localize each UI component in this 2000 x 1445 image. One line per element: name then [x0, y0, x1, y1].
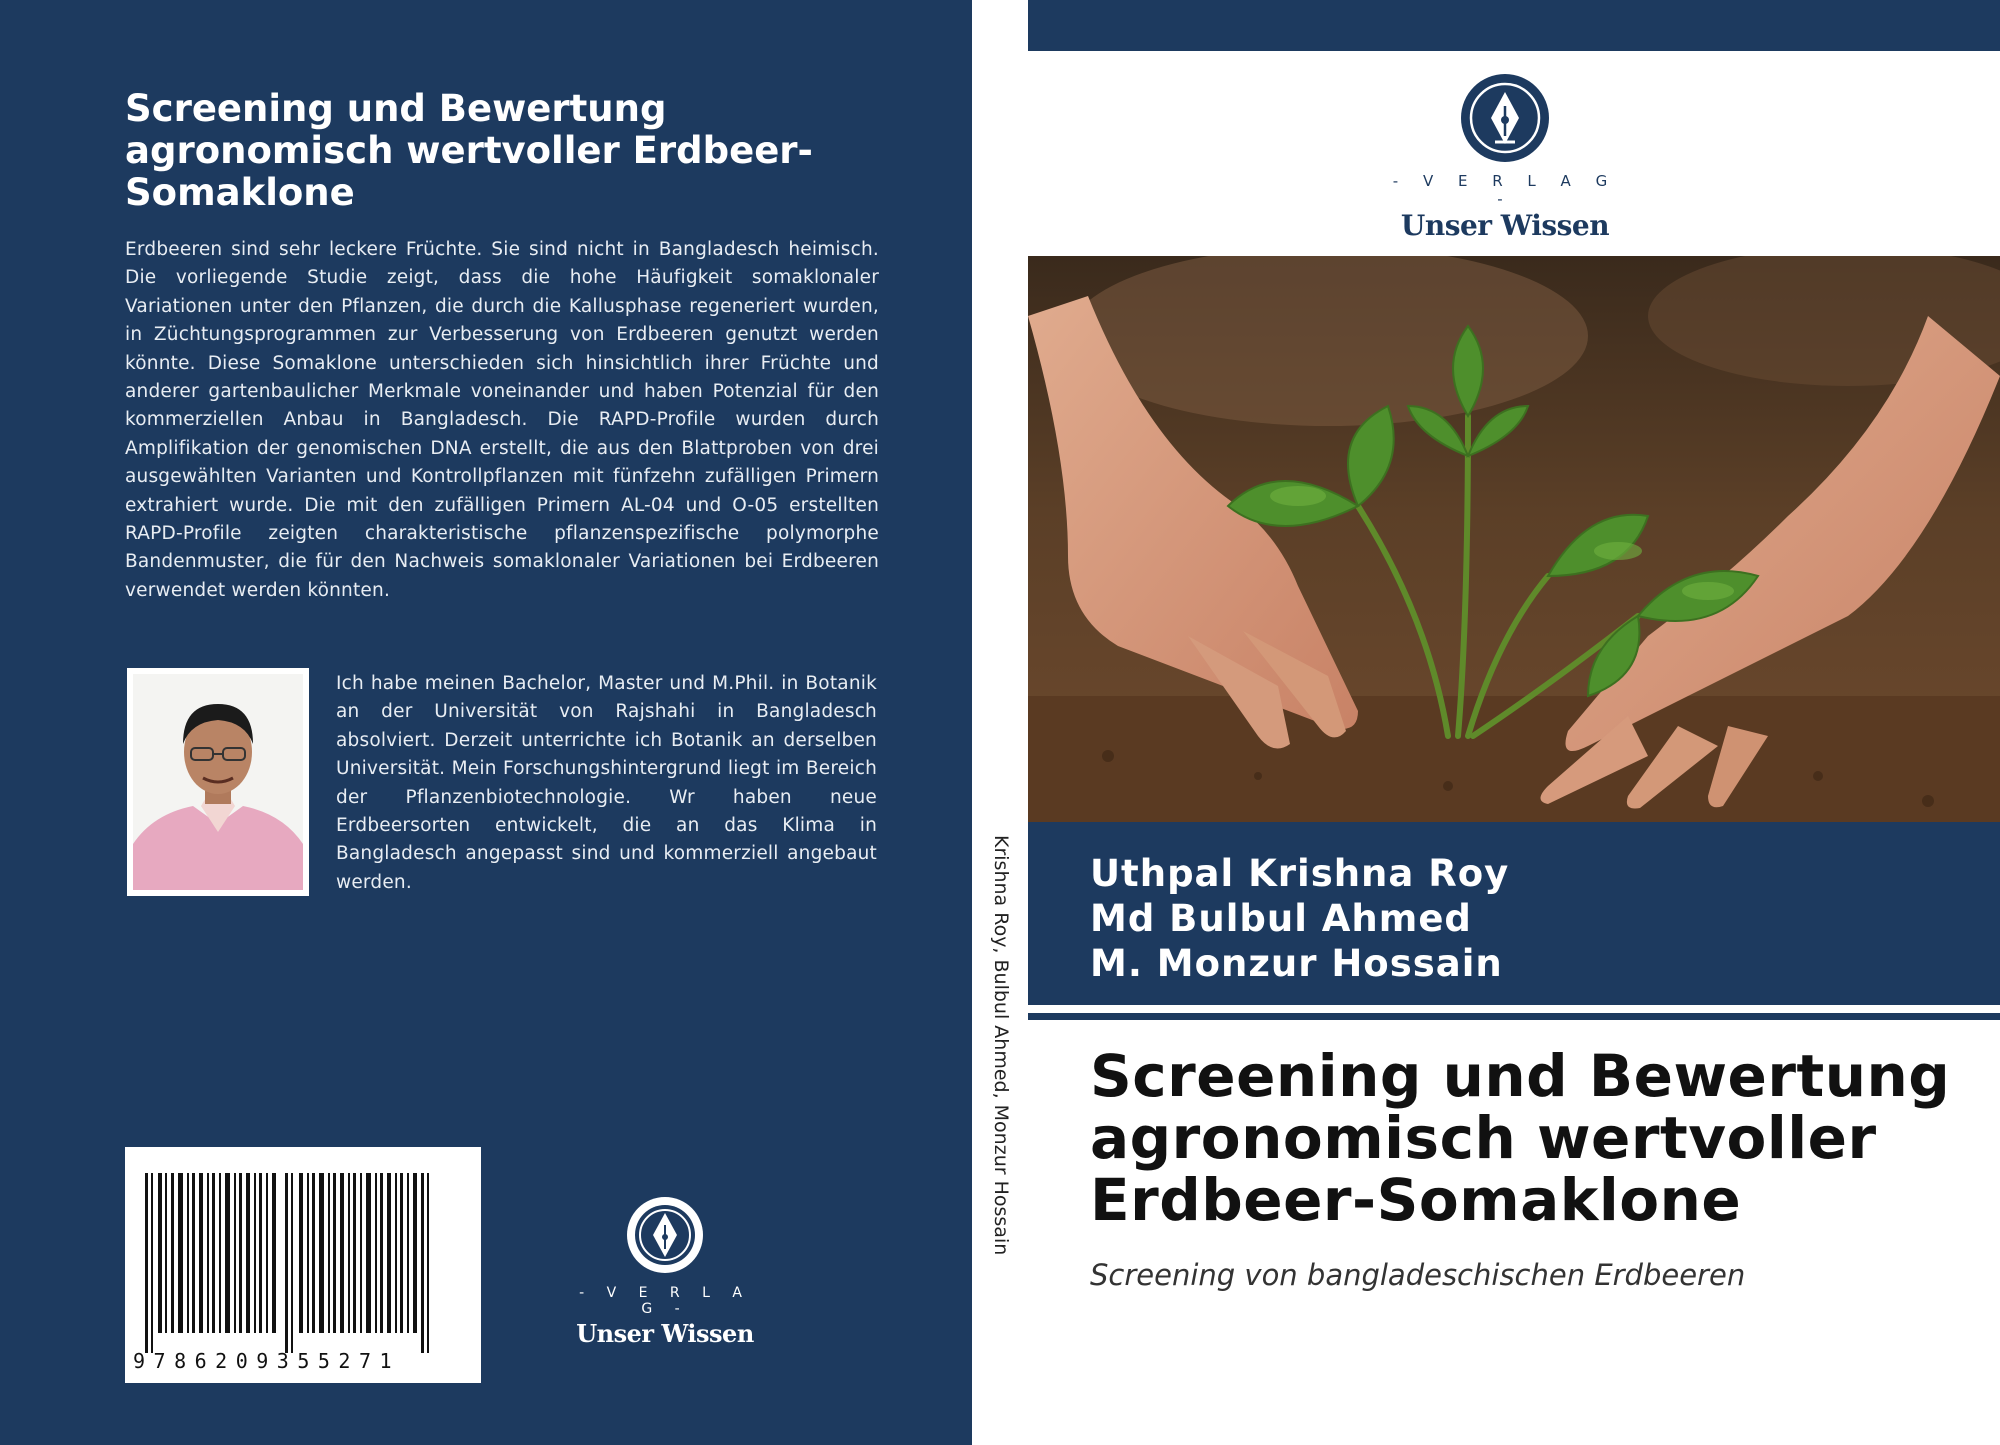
author-band [1028, 822, 2000, 1005]
isbn-barcode [125, 1147, 481, 1383]
fountain-pen-nib-icon [625, 1195, 705, 1275]
cover-photo [1028, 256, 2000, 822]
publisher-verlag-back: - V E R L A G - [579, 1285, 751, 1317]
back-cover-blurb: Erdbeeren sind sehr leckere Früchte. Sie sind nicht in Bangladesch heimisch. Die vorliegende Studie zeigt, dass die hohe Häufigkeit somaklonaler Variationen unter den Pflanzen, die durch die Kallusphase regeneriert wurden, in Züchtungsprogrammen zur Verbesserung von Erdbeeren genutzt werden könnte. Diese Somaklone unterschieden sich hinsichtlich ihrer Früchte und anderer gartenbaulicher Merkmale voneinander und haben Potenzial für den kommerziellen Anbau in Bangladesch. Die RAPD-Profile wurden durch Amplifikation der genomischen DNA erstellt, die aus den Blattproben von drei ausgewählten Varianten und Kontrollpflanzen mit fünfzehn zufälligen Primern extrahiert wurde. Die mit den zufälligen Primern AL-04 und O-05 erstellten RAPD-Profile zeigten charakteristische pflanzenspezifische polymorphe Bandenmuster, die für den Nachweis somaklonaler Variationen bei Erdbeeren verwendet werden könnten. [125, 239, 879, 601]
author-name-2: Md Bulbul Ahmed [1090, 897, 1472, 940]
spine-authors: Krishna Roy, Bulbul Ahmed, Monzur Hossain [990, 835, 1012, 1256]
author-name-3: M. Monzur Hossain [1090, 942, 1503, 985]
publisher-verlag-front: - V E R L A G - [1392, 172, 1618, 208]
divider-line [1028, 1013, 2000, 1020]
seedling-in-hands-photo [1028, 256, 2000, 822]
publisher-logo-front [1380, 72, 1630, 242]
barcode-icon [125, 1147, 481, 1383]
isbn-digits: 9786209355271 [133, 1349, 401, 1373]
back-cover-title: Screening und Bewertung agronomisch wertvoller Erdbeer-Somaklone [125, 87, 813, 214]
publisher-logo-back [570, 1195, 760, 1348]
author-portrait-icon [133, 674, 303, 890]
back-cover [0, 0, 972, 1445]
author-name-1: Uthpal Krishna Roy [1090, 852, 1510, 895]
front-cover-subtitle: Screening von bangladeschischen Erdbeeren [1090, 1258, 1746, 1292]
author-bio: Ich habe meinen Bachelor, Master und M.Phil. in Botanik an der Universität von Rajshahi in Bangladesch absolviert. Derzeit unterrichte ich Botanik an derselben Universität. Mein Forschungshintergrund liegt im Bereich der Pflanzenbiotechnologie. Wr haben neue Erdbeersorten entwickelt, die an das Klima in Bangladesch angepasst sind und kommerziell angebaut werden. [336, 673, 877, 893]
front-top-bar [1028, 0, 2000, 51]
fountain-pen-nib-icon [1459, 72, 1551, 164]
publisher-name-front: Unser Wissen [1400, 209, 1610, 242]
author-photo [127, 668, 309, 896]
publisher-name-back: Unser Wissen [576, 1319, 754, 1348]
front-cover-title: Screening und Bewertung agronomisch wertvoller Erdbeer-Somaklone [1090, 1042, 1951, 1234]
